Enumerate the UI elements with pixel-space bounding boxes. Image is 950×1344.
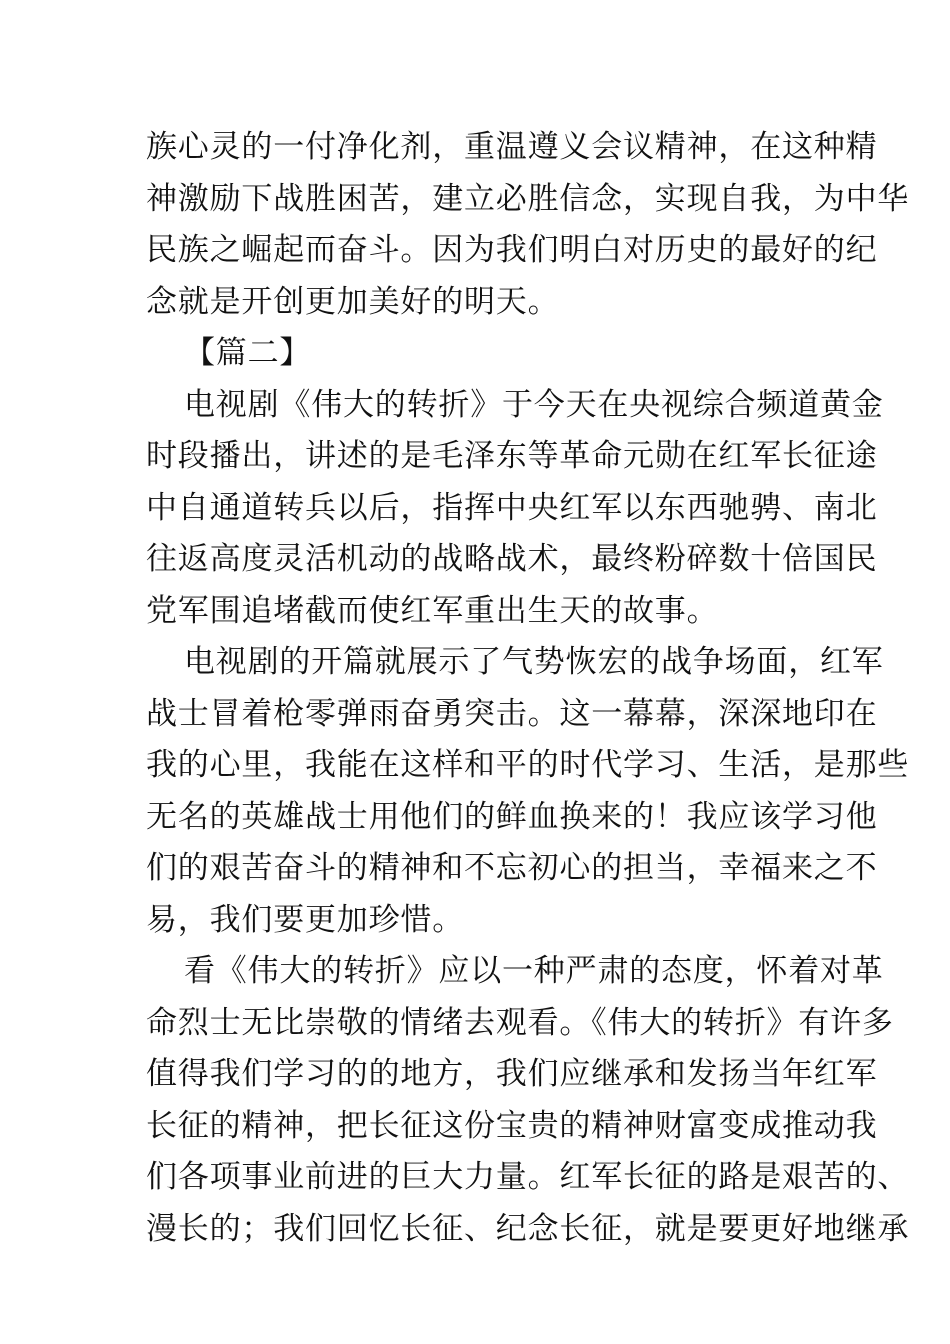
text-line: 族心灵的一付净化剂，重温遵义会议精神，在这种精 [146, 129, 878, 165]
text-line: 长征的精神，把长征这份宝贵的精神财富变成推动我 [146, 1107, 878, 1144]
text-line: 们各项事业前进的巨大力量。红军长征的路是艰苦的、 [146, 1159, 910, 1195]
text-line: 往返高度灵活机动的战略战术，最终粉碎数十倍国民 [146, 541, 878, 577]
text-line: 战士冒着枪零弹雨奋勇突击。这一幕幕，深深地印在 [146, 695, 878, 732]
text-line: 命烈士无比崇敬的情绪去观看。《伟大的转折》有许多 [146, 1004, 894, 1041]
paragraph-start: 看《伟大的转折》应以一种严肃的态度，怀着对革 [184, 953, 884, 989]
body-text [146, 122, 910, 1255]
text-line: 漫长的；我们回忆长征、纪念长征，就是要更好地继承 [146, 1210, 910, 1247]
paragraph-start: 电视剧的开篇就展示了气势恢宏的战争场面，红军 [184, 644, 884, 680]
text-line: 无名的英雄战士用他们的鲜血换来的！我应该学习他 [146, 798, 878, 835]
text-line: 念就是开创更加美好的明天。 [146, 283, 560, 320]
text-line: 易，我们要更加珍惜。 [146, 901, 464, 938]
text-line: 党军围追堵截而使红军重出生天的故事。 [146, 592, 719, 629]
section-heading: 【篇二】 [184, 335, 312, 371]
text-line: 中自通道转兵以后，指挥中央红军以东西驰骋、南北 [146, 489, 878, 526]
text-line: 民族之崛起而奋斗。因为我们明白对历史的最好的纪 [146, 232, 878, 268]
text-line: 神激励下战胜困苦，建立必胜信念，实现自我，为中华 [146, 180, 910, 217]
text-line: 们的艰苦奋斗的精神和不忘初心的担当，幸福来之不 [146, 850, 878, 886]
text-line: 值得我们学习的的地方，我们应继承和发扬当年红军 [146, 1056, 878, 1092]
text-line: 我的心里，我能在这样和平的时代学习、生活，是那些 [146, 747, 910, 783]
text-line: 时段播出，讲述的是毛泽东等革命元勋在红军长征途 [146, 438, 878, 474]
paragraph-start: 电视剧《伟大的转折》于今天在央视综合频道黄金 [184, 386, 884, 423]
